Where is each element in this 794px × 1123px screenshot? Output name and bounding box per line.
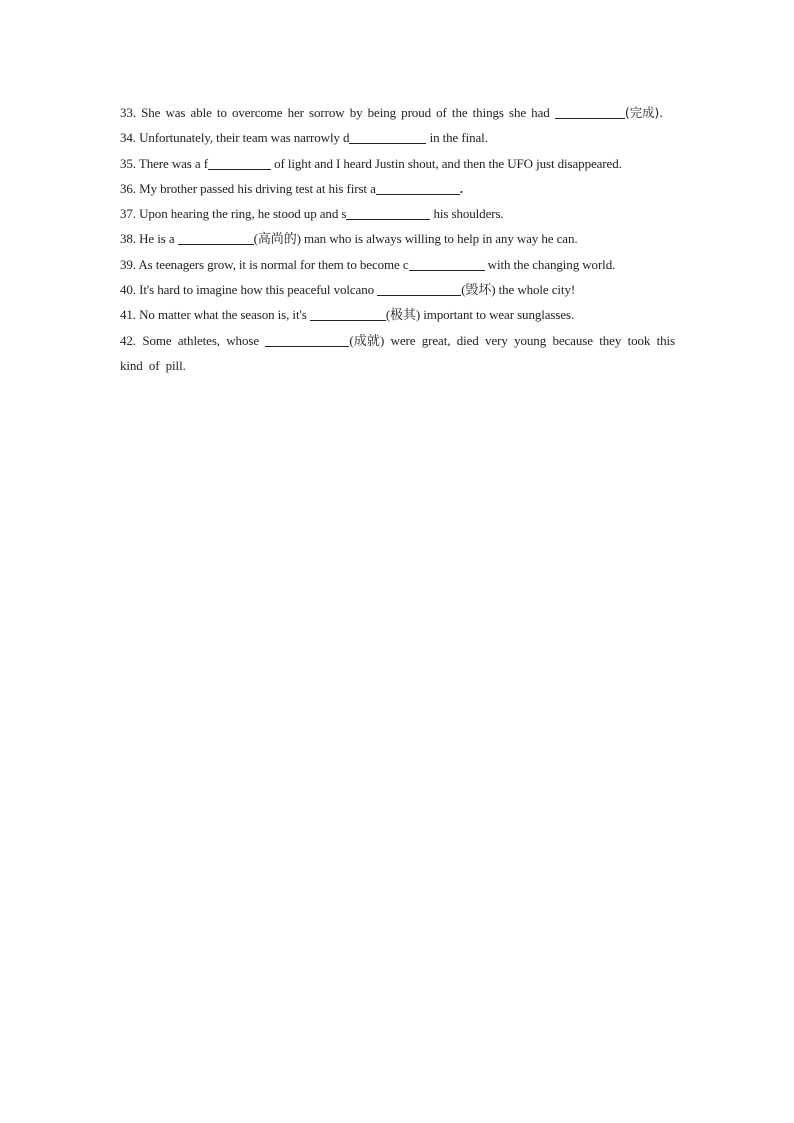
question-text-after: (完成).: [624, 105, 664, 120]
question-number: 36.: [120, 180, 136, 196]
question-41: [120, 302, 675, 327]
question-number: 34.: [120, 130, 136, 146]
question-42: [120, 328, 675, 379]
question-text-before: It's hard to imagine how this peaceful volcano: [139, 282, 378, 298]
question-text-after: .: [459, 180, 463, 196]
question-text-after: his shoulders.: [430, 206, 504, 222]
answer-blank[interactable]: [178, 231, 254, 245]
question-number: 35.: [120, 155, 136, 171]
question-text-before: Some athletes, whose: [142, 332, 266, 348]
answer-blank[interactable]: [409, 257, 485, 271]
question-text-after: with the changing world.: [484, 256, 616, 272]
answer-blank[interactable]: [208, 156, 271, 170]
question-number: 41.: [120, 307, 136, 323]
answer-blank[interactable]: [377, 282, 461, 296]
question-text-after: (极其) important to wear sunglasses.: [385, 307, 575, 323]
question-36: [120, 176, 675, 201]
question-39: [120, 252, 675, 277]
question-text-after: in the final.: [426, 130, 488, 146]
question-35: [120, 151, 675, 176]
question-number: 39.: [120, 256, 136, 272]
question-text-before: He is a: [139, 231, 178, 247]
answer-blank[interactable]: [346, 206, 430, 220]
question-number: 37.: [120, 206, 136, 222]
question-text-before: No matter what the season is, it's: [139, 307, 310, 323]
question-text-before: My brother passed his driving test at his first a: [139, 180, 376, 196]
question-33: [120, 100, 675, 125]
question-text-after: of light and I heard Justin shout, and then the UFO just disappeared.: [270, 155, 622, 171]
question-34: [120, 125, 675, 150]
question-number: 33.: [120, 105, 136, 120]
question-40: [120, 277, 675, 302]
question-text-before: There was a f: [138, 155, 208, 171]
question-number: 38.: [120, 231, 136, 247]
question-text-after: (高尚的) man who is always willing to help in any way he can.: [253, 231, 578, 247]
answer-blank[interactable]: [376, 181, 460, 195]
question-number: 42.: [120, 332, 136, 348]
question-number: 40.: [120, 282, 136, 298]
answer-blank[interactable]: [265, 333, 349, 347]
answer-blank[interactable]: [555, 105, 625, 119]
worksheet: [120, 100, 675, 378]
answer-blank[interactable]: [349, 130, 426, 144]
question-text-before: Upon hearing the ring, he stood up and s: [139, 206, 347, 222]
question-text-before: She was able to overcome her sorrow by being proud of the things she had: [141, 105, 555, 120]
question-text-after: (毁坏) the whole city!: [461, 282, 576, 298]
question-text-after: (成就) were great, died very young because they took this kind of pill.: [120, 332, 676, 373]
question-37: [120, 201, 675, 226]
question-38: [120, 226, 675, 251]
answer-blank[interactable]: [310, 307, 386, 321]
question-text-before: Unfortunately, their team was narrowly d: [139, 130, 350, 146]
question-text-before: As teenagers grow, it is normal for them to become c: [138, 256, 409, 272]
